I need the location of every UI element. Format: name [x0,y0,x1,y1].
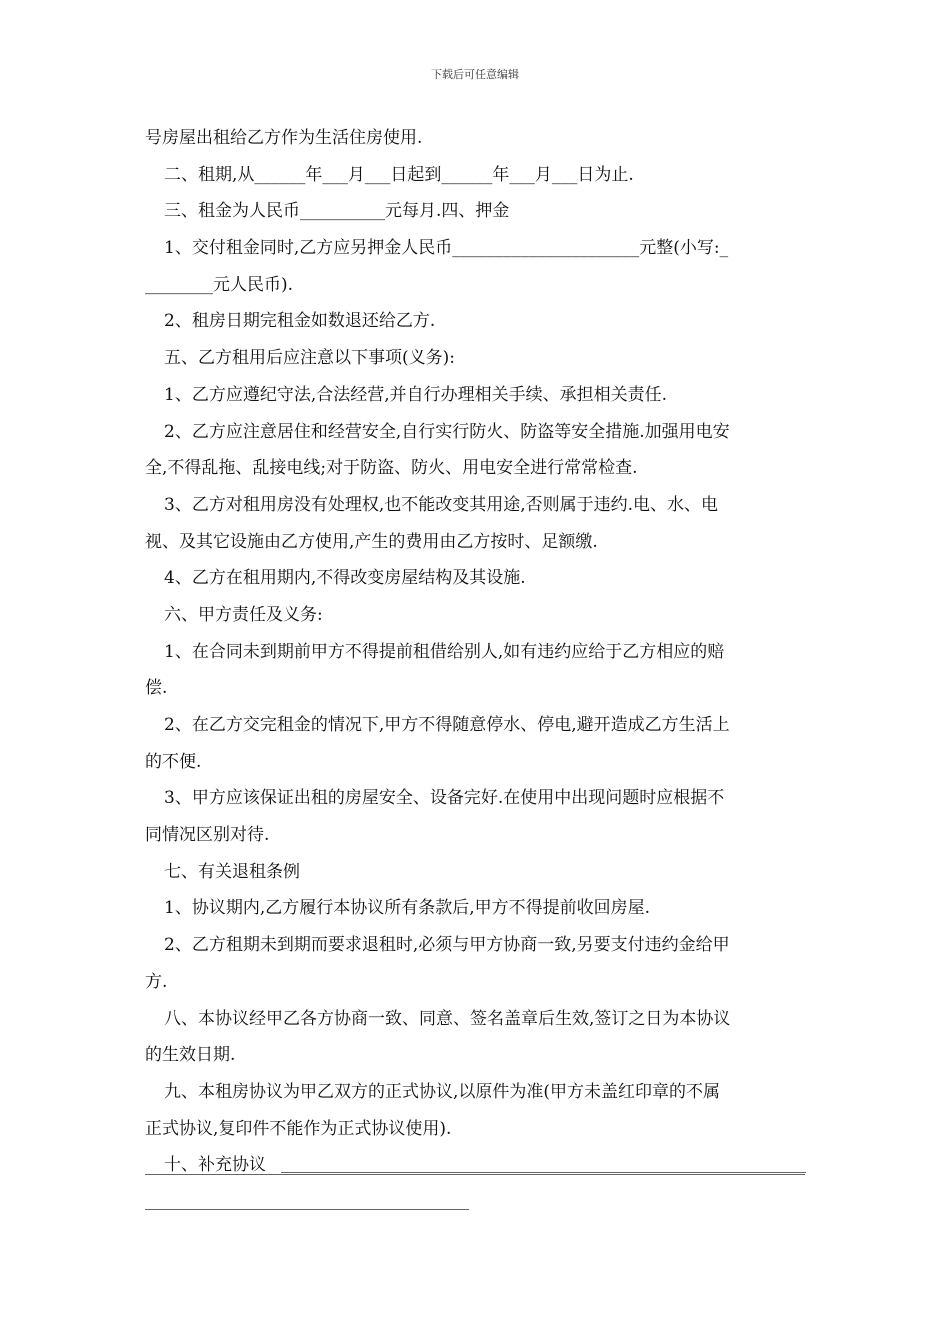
text-line: 九、本租房协议为甲乙双方的正式协议,以原件为准(甲方未盖红印章的不属 [164,1081,721,1102]
text-line: 三、租金为人民币__________元每月.四、押金 [164,201,510,222]
text-line: 1、交付租金同时,乙方应另押金人民币______________________元整(小写:_ [164,238,729,259]
text-line: 二、租期,从______年___月___日起到______年___月___日为止. [164,164,634,185]
page-header: 下载后可任意编辑 [431,68,519,81]
blank-line [145,1174,805,1175]
blank-line [145,1209,469,1210]
text-line: 五、乙方租用后应注意以下事项(义务): [164,348,455,369]
text-line: 方. [145,971,168,992]
text-line: 1、协议期内,乙方履行本协议所有条款后,甲方不得提前收回房屋. [164,898,651,919]
text-line: 2、租房日期完租金如数退还给乙方. [164,311,436,332]
text-line: 八、本协议经甲乙各方协商一致、同意、签名盖章后生效,签订之日为本协议 [164,1008,731,1029]
text-line: 同情况区别对待. [145,825,270,846]
text-line: 七、有关退租条例 [164,861,300,882]
text-line: 的生效日期. [145,1045,236,1066]
text-line: 2、乙方应注意居住和经营安全,自行实行防火、防盗等安全措施.加强用电安 [164,421,730,442]
text-line: 1、在合同未到期前甲方不得提前租借给别人,如有违约应给于乙方相应的赔 [164,641,725,662]
text-line: 正式协议,复印件不能作为正式协议使用). [145,1118,452,1139]
text-line: 的不便. [145,751,202,772]
text-line: 偿. [145,678,168,699]
text-line: 六、甲方责任及义务: [164,604,323,625]
text-line: 3、乙方对租用房没有处理权,也不能改变其用途,否则属于违约.电、水、电 [164,494,719,515]
text-line: 视、及其它设施由乙方使用,产生的费用由乙方按时、足额缴. [145,531,598,552]
text-line: 2、乙方租期未到期而要求退租时,必须与甲方协商一致,另要支付违约金给甲 [164,935,730,956]
text-line: 2、在乙方交完租金的情况下,甲方不得随意停水、停电,避开造成乙方生活上 [164,715,730,735]
text-line: ________元人民币). [145,274,294,295]
text-line: 全,不得乱拖、乱接电线;对于防盗、防火、用电安全进行常常检查. [145,458,638,479]
text-line: 3、甲方应该保证出租的房屋安全、设备完好.在使用中出现问题时应根据不 [164,788,725,809]
supplement-line [145,1147,810,1184]
text-line: 号房屋出租给乙方作为生活住房使用. [145,128,423,148]
supplement-label: 十、补充协议 [164,1155,266,1176]
text-line: 1、乙方应遵纪守法,合法经营,并自行办理相关手续、承担相关责任. [164,384,668,405]
text-line: 4、乙方在租用期内,不得改变房屋结构及其设施. [164,568,526,589]
contract-body [145,120,810,1184]
